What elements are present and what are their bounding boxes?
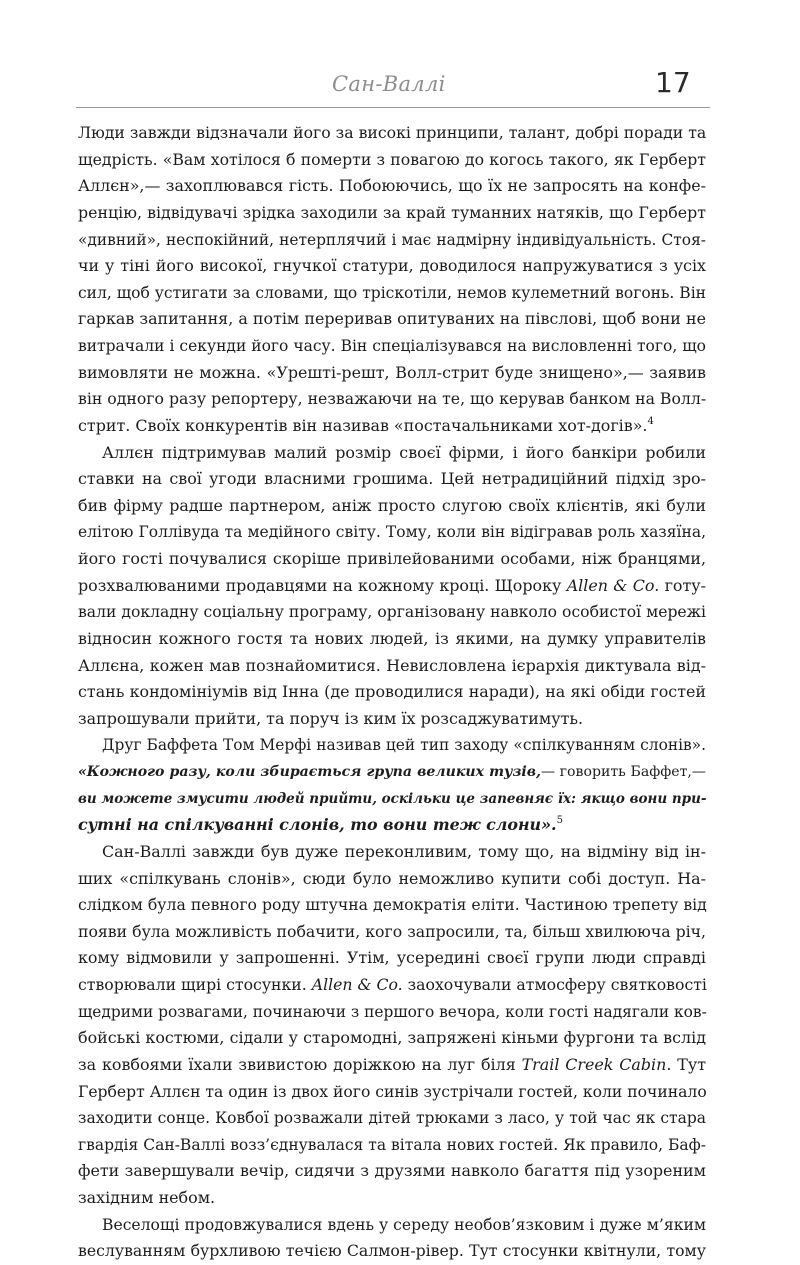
text-line: стань кондомініумів від Інна (де проводилися наради), на які обіди гостей bbox=[78, 682, 706, 702]
footnote-ref[interactable]: 4 bbox=[647, 415, 654, 427]
footnote-ref[interactable]: 5 bbox=[556, 814, 563, 826]
text-line: сил, щоб устигати за словами, що тріскотіли, немов кулеметний вогонь. Він bbox=[78, 283, 706, 302]
text-line: ших «спілкувань слонів», сюди було неможливо купити собі доступ. На- bbox=[78, 868, 706, 888]
text-line: щедрість. «Вам хотілося б померти з повагою до когось такого, як Герберт bbox=[78, 149, 706, 169]
text-line: щедрими розвагами, починаючи з першого вечора, коли гості надягали ков- bbox=[78, 1002, 707, 1021]
text-line: ренцію, відвідувачі зрідка заходили за край туманних натяків, що Герберт bbox=[78, 202, 706, 222]
header-divider bbox=[76, 107, 710, 108]
text-line: його гості почувалися скоріше привілейованими особами, ніж бранцями, bbox=[78, 549, 706, 568]
text-line bbox=[78, 413, 706, 440]
text-line: заходити сонце. Ковбої розважали дітей трюками з ласо, у той час як стара bbox=[78, 1109, 706, 1128]
running-title: Сан-Валлі bbox=[332, 72, 446, 96]
text-span: створювали щирі стосунки. bbox=[78, 975, 312, 994]
text-line: ви можете змусити людей прийти, оскільки це запевняє їх: якщо вони при- bbox=[78, 790, 707, 807]
text-span: розхвалюваними продавцями на кожному кроці. Щороку bbox=[78, 575, 567, 595]
text-line: чи у тіні його високої, гнучкої статури, доводилося напружуватися з усіх bbox=[78, 256, 706, 276]
text-line: Люди завжди відзначали його за високі принципи, талант, добрі поради та bbox=[78, 123, 707, 142]
text-line: гаркав запитання, а потім переривав опитуваних на півслові, щоб вони не bbox=[78, 309, 706, 329]
text-line: Герберт Аллєн та один із двох його синів зустрічали гостей, коли починало bbox=[78, 1082, 707, 1101]
text-span: стрит. Своїх конкурентів він називав «постачальниками хот-догів». bbox=[78, 415, 648, 435]
page-number: 17 bbox=[655, 66, 691, 99]
quote-span: «Кожного разу, коли збирається група великих тузів, bbox=[78, 764, 541, 780]
text-span: . Тут bbox=[666, 1054, 706, 1074]
text-span: заохочували атмосферу святковості bbox=[402, 975, 707, 994]
text-line: Аллєн»,— захоплювався гість. Побоюючись, що їх не запросять на конфе- bbox=[78, 176, 706, 196]
text-line: гвардія Сан-Валлі возз’єднувалася та вітала нових гостей. Як правило, Баф- bbox=[78, 1135, 706, 1154]
quote-span: сутні на спілкуванні слонів, то вони теж слони». bbox=[78, 815, 557, 835]
text-line bbox=[78, 573, 706, 600]
text-line: Веселощі продовжувалися вдень у середу необов’язковим і дуже м’яким bbox=[102, 1215, 706, 1234]
text-line: вали докладну соціальну програму, організовану навколо особистої мережі bbox=[78, 603, 706, 622]
text-line: західним небом. bbox=[78, 1188, 216, 1207]
text-line: Друг Баффета Том Мерфі називав цей тип заходу «спілкуванням слонів». bbox=[102, 736, 706, 755]
text-line: вимовляти не можна. «Урешті-решт, Волл-стрит буде знищено»,— заявив bbox=[78, 362, 706, 382]
text-line bbox=[78, 759, 706, 786]
text-line bbox=[78, 972, 706, 999]
text-span: за ковбоями їхали звивистою доріжкою на луг біля bbox=[78, 1054, 522, 1074]
text-span: — говорить Баффет,— bbox=[540, 764, 706, 780]
text-line: він одного разу репортеру, незважаючи на те, що керував банком на Волл- bbox=[78, 389, 707, 409]
text-line: ставки на свої угоди власними грошима. Цей нетрадиційний підхід зро- bbox=[78, 469, 706, 489]
text-line: «дивний», неспокійний, нетерплячий і має надмірну індивідуальність. Стоя- bbox=[78, 230, 706, 249]
text-line: кому відмовили у запрошенні. Утім, усередині своєї групи люди справді bbox=[78, 948, 706, 968]
text-line bbox=[78, 1052, 706, 1079]
text-line: Аллєна, кожен мав познайомитися. Невисловлена ієрархія диктувала від- bbox=[78, 655, 706, 675]
text-line: бив фірму радше партнером, аніж просто слугою своїх клієнтів, які були bbox=[78, 495, 706, 515]
company-name: Allen & Co. bbox=[311, 975, 403, 994]
text-line: елітою Голлівуда та медійного світу. Тому, коли він відігравав роль хазяїна, bbox=[78, 523, 706, 542]
text-line: веслуванням бурхливою течією Салмон-рівер. Тут стосунки квітнули, тому bbox=[78, 1241, 706, 1261]
text-line bbox=[78, 812, 706, 839]
text-line: запрошували прийти, та поруч із ким їх розсаджуватимуть. bbox=[78, 708, 584, 728]
text-line: витрачали і секунди його часу. Він спеціалізувався на висловленні того, що bbox=[78, 337, 706, 355]
text-line: Сан-Валлі завжди був дуже переконливим, тому що, на відміну від ін- bbox=[102, 841, 706, 861]
text-line: Аллєн підтримував малий розмір своєї фірми, і його банкіри робили bbox=[102, 442, 706, 462]
text-line: фети завершували вечір, сидячи з друзями навколо багаття під узореним bbox=[78, 1161, 706, 1181]
place-name: Trail Creek Cabin bbox=[521, 1054, 667, 1074]
text-line: бойські костюми, сідали у старомодні, запряжені кіньми фургони та вслід bbox=[78, 1028, 706, 1048]
text-line: відносин кожного гостя та нових людей, із якими, на думку управителів bbox=[78, 628, 706, 648]
company-name: Allen & Co. bbox=[566, 575, 660, 595]
text-line: появи була можливість побачити, кого запросили, та, більш хвилююча річ, bbox=[78, 921, 706, 941]
body-text bbox=[78, 120, 706, 1265]
text-line: слідком була певного роду штучна демократія еліти. Частиною трепету від bbox=[78, 895, 707, 915]
text-span: готу- bbox=[659, 575, 706, 595]
